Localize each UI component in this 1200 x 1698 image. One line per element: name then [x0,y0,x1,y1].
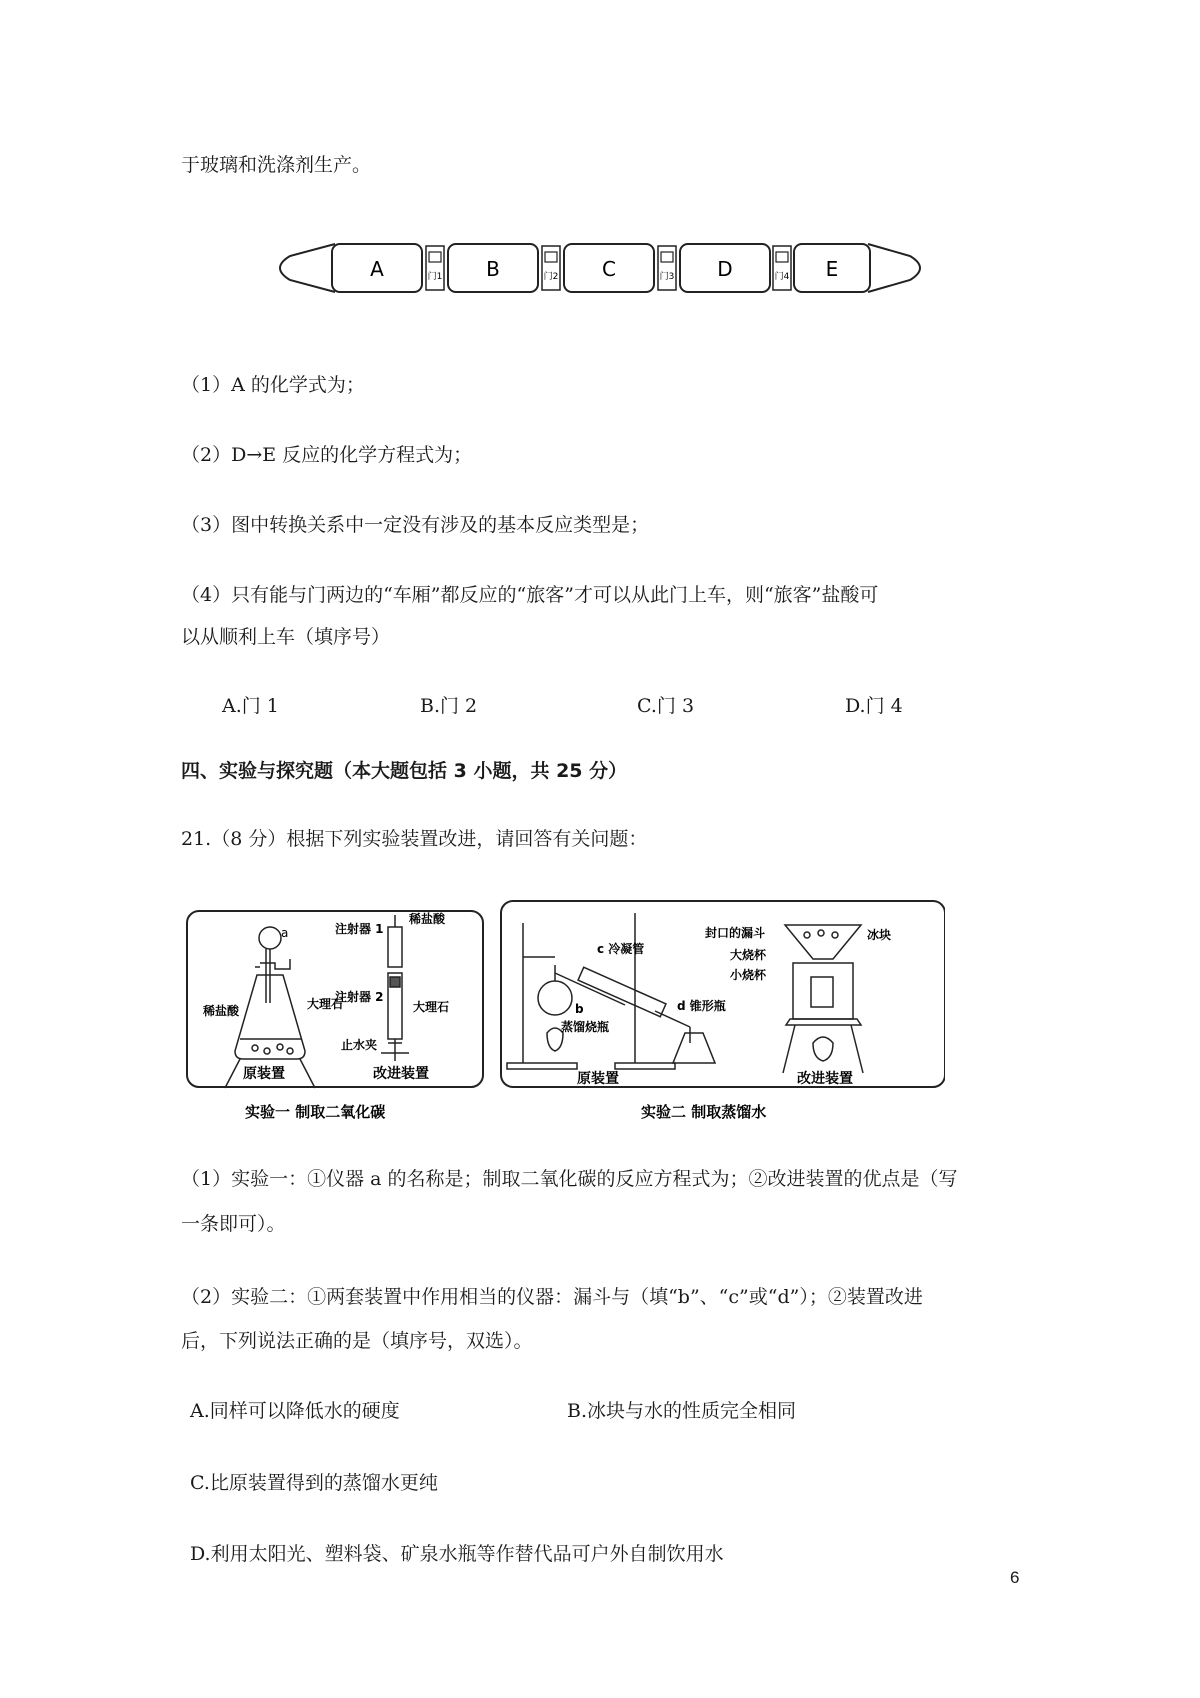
q21-part1-line2: 一条即可）。 [181,1213,286,1235]
exp1-marble-left: 大理石 [307,997,344,1011]
q20-part4-line1: （4）只有能与门两边的“车厢”都反应的“旅客”才可以从此门上车，则“旅客”盐酸可 [181,584,879,606]
q21-option-c: C.比原装置得到的蒸馏水更纯 [190,1472,438,1494]
exp1-syringe1: 注射器 1 [335,922,384,936]
q20-part1: （1）A 的化学式为； [181,374,365,396]
exp2-funnel: 封口的漏斗 [705,926,766,940]
q21-option-a: A.同样可以降低水的硬度 [190,1400,400,1422]
exp1-acid-left [202,1003,240,1018]
q20-option-b: B.门 2 [420,695,478,717]
exp2-condenser: c 冷凝管 [597,942,645,956]
exp1-caption: 实验一 制取二氧化碳 [245,1103,386,1121]
exp1-clamp: 止水夹 [341,1038,378,1052]
exp2-small-beaker: 小烧杯 [730,968,767,982]
experiment-figure [185,893,945,1123]
page-number: 6 [1010,1568,1020,1587]
q20-part4-line2: 以从顺利上车（填序号） [181,626,391,648]
q20-part3: （3）图中转换关系中一定没有涉及的基本反应类型是； [181,514,650,536]
exp2-ice: 冰块 [867,928,892,942]
exp1-original-label: 原装置 [243,1066,285,1082]
door-3-label: 门3 [659,272,675,282]
door-4-label: 门4 [774,272,790,282]
q21-option-b: B.冰块与水的性质完全相同 [567,1400,797,1422]
q21-part1-line1: （1）实验一：①仪器 a 的名称是；制取二氧化碳的反应方程式为；②改进装置的优点是（写 [181,1168,958,1190]
exp2-flask-b-name: 蒸馏烧瓶 [561,1020,610,1034]
train-diagram [270,232,930,342]
exp2-caption: 实验二 制取蒸馏水 [641,1103,767,1121]
door-3-icon [658,246,676,290]
exp1-acid-right: 稀盐酸 [409,912,446,926]
exp2-original-label: 原装置 [577,1071,619,1087]
q21-part2-line1: （2）实验二：①两套装置中作用相当的仪器：漏斗与（填“b”、“c”或“d”）；②装置改进 [181,1286,923,1308]
q20-part2: （2）D→E 反应的化学方程式为； [181,444,473,466]
car-d: D [717,257,733,281]
door-4-icon [773,246,791,290]
door-1-label: 门1 [427,272,443,282]
section-4-title: 四、实验与探究题（本大题包括 3 小题，共 25 分） [181,760,628,782]
exp2-big-beaker: 大烧杯 [730,948,767,962]
car-e: E [825,257,839,281]
q21-stem: 21.（8 分）根据下列实验装置改进，请回答有关问题： [181,828,648,850]
exp1-label-a: a [281,926,289,940]
exp2-flask-b: b [575,1002,584,1016]
intro-line: 于玻璃和洗涤剂生产。 [181,154,372,176]
q20-option-c: C.门 3 [637,695,695,717]
car-b: B [486,257,500,281]
q21-option-d: D.利用太阳光、塑料袋、矿泉水瓶等作替代品可户外自制饮用水 [190,1543,724,1565]
q20-option-a: A.门 1 [222,695,279,717]
exp1-improved-label: 改进装置 [373,1066,429,1082]
exp2-flask-d: d 锥形瓶 [677,999,726,1013]
exp1-acid-left-text: 稀盐酸 [203,1004,240,1018]
door-2-icon [542,246,560,290]
door-2-label: 门2 [543,272,559,282]
q21-part2-line2: 后，下列说法正确的是（填序号，双选）。 [181,1330,533,1352]
exp2-improved-label: 改进装置 [797,1071,853,1087]
car-a: A [370,257,384,281]
exp1-marble-right: 大理石 [413,1000,450,1014]
q20-option-d: D.门 4 [845,695,903,717]
car-c: C [602,257,616,281]
door-1-icon [426,246,444,290]
exp1-syringe2: 注射器 2 [335,990,384,1004]
